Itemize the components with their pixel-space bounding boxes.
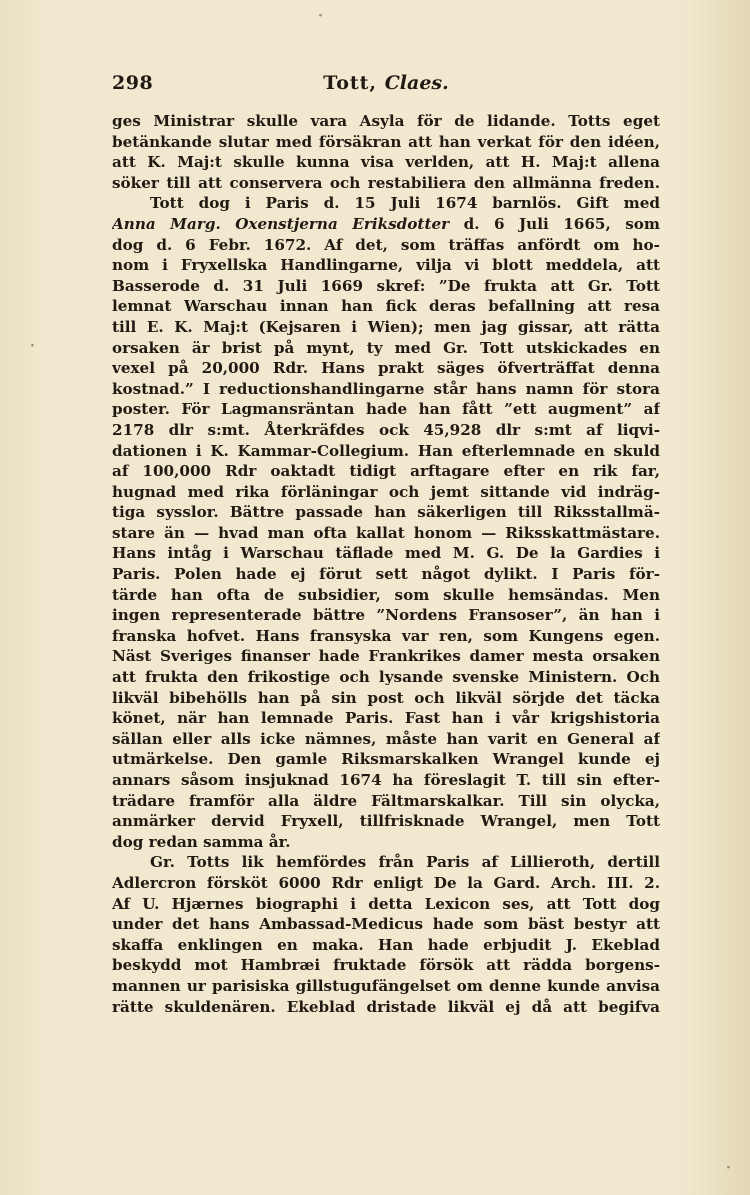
italic-name: Anna Marg. Oxenstjerna Eriksdotter — [112, 214, 450, 233]
text-line: Basserode d. 31 Juli 1669 skref: ”De frukta att Gr. Tott — [112, 276, 660, 295]
text-line: rätte skuldenären. Ekeblad dristade likväl ej då att begifva — [112, 997, 660, 1016]
text-line: poster. För Lagmansräntan hade han fått ”ett augment” af — [112, 400, 660, 419]
text-line: Hans intåg i Warschau täflade med M. G. De la Gardies i — [112, 544, 660, 563]
text-line: likväl bibehölls han på sin post och likväl sörjde det täcka — [112, 688, 660, 707]
text-line: dationen i K. Kammar-Collegium. Han efterlemnade en skuld — [112, 441, 660, 460]
text-line: hugnad med rika förläningar och jemt sittande vid indräg- — [112, 482, 660, 501]
text-line: Tott dog i Paris d. 15 Juli 1674 barnlös. Gift med — [150, 194, 660, 213]
text-line: utmärkelse. Den gamle Riksmarskalken Wrangel kunde ej — [112, 750, 660, 769]
text-line: af 100,000 Rdr oaktadt tidigt arftagare efter en rik far, — [112, 462, 660, 481]
margin-dot: · — [30, 338, 35, 354]
page-smudge: · — [318, 8, 323, 24]
page-number: 298 — [112, 72, 154, 94]
text-line: tiga sysslor. Bättre passade han säkerligen till Riksstallmä- — [112, 503, 660, 522]
text-line: tärde han ofta de subsidier, som skulle hemsändas. Men — [112, 585, 660, 604]
text-line: till E. K. Maj:t (Kejsaren i Wien); men jag gissar, att rätta — [112, 317, 660, 336]
text-line: skaffa enklingen en maka. Han hade erbjudit J. Ekeblad — [112, 935, 660, 954]
text-line: under det hans Ambassad-Medicus hade som bäst bestyr att — [112, 915, 660, 934]
text-line: kostnad.” I reductionshandlingarne står hans namn för stora — [112, 379, 660, 398]
text-line: Af U. Hjærnes biographi i detta Lexicon ses, att Tott dog — [112, 894, 660, 913]
text-line: könet, när han lemnade Paris. Fast han i vår krigshistoria — [112, 709, 660, 728]
page-header — [112, 72, 660, 98]
text-line: stare än — hvad man ofta kallat honom — Riksskattmästare. — [112, 523, 660, 542]
text-line: Gr. Totts lik hemfördes från Paris af Lillieroth, dertill — [150, 853, 660, 872]
text-line: lemnat Warschau innan han fick deras befallning att resa — [112, 297, 660, 316]
text-line: dog redan samma år. — [112, 832, 291, 851]
text-line: beskydd mot Hambræi fruktade försök att rädda borgens- — [112, 956, 660, 975]
body-text — [112, 111, 660, 1017]
text-line: 2178 dlr s:mt. Återkräfdes ock 45,928 dlr s:mt af liqvi- — [112, 420, 660, 439]
text-line: trädare framför alla äldre Fältmarskalkar. Till sin olycka, — [112, 791, 660, 810]
running-head-given-name: Claes. — [384, 72, 449, 94]
text-line: ges Ministrar skulle vara Asyla för de lidande. Totts eget — [112, 112, 660, 130]
text-line: franska hofvet. Hans fransyska var ren, som Kungens egen. — [112, 626, 660, 645]
text-line — [112, 214, 660, 235]
running-head-name: Tott, — [323, 72, 378, 94]
text-line: mannen ur parisiska gillstugufängelset om denne kunde anvisa — [112, 976, 660, 995]
text-line: anmärker dervid Fryxell, tillfrisknade Wrangel, men Tott — [112, 812, 660, 831]
text-line: annars såsom insjuknad 1674 ha föreslagit T. till sin efter- — [112, 771, 660, 789]
text-segment: d. 6 Juli 1665, som — [449, 214, 660, 233]
text-line: söker till att conservera och restabiliera den allmänna freden. — [112, 173, 660, 192]
text-line: sällan eller alls icke nämnes, måste han varit en General af — [112, 729, 660, 748]
text-line: Näst Sveriges finanser hade Frankrikes damer mesta orsaken — [112, 647, 660, 666]
text-line: ingen representerade bättre ”Nordens Fransoser”, än han i — [112, 606, 660, 625]
text-line: betänkande slutar med försäkran att han verkat för den idéen, — [112, 132, 660, 151]
text-line: att K. Maj:t skulle kunna visa verlden, att H. Maj:t allena — [112, 153, 660, 172]
text-line: orsaken är brist på mynt, ty med Gr. Tott utskickades en — [112, 338, 660, 357]
text-line: Adlercron försköt 6000 Rdr enligt De la Gard. Arch. III. 2. — [112, 873, 660, 892]
running-head — [112, 72, 660, 94]
text-line: vexel på 20,000 Rdr. Hans prakt säges öfverträffat denna — [112, 359, 660, 378]
text-line: Paris. Polen hade ej förut sett något dylikt. I Paris för- — [112, 565, 660, 584]
page-edge-mark: · — [726, 1160, 731, 1176]
text-line: att frukta den frikostige och lysande svenske Ministern. Och — [112, 668, 660, 687]
text-line: dog d. 6 Febr. 1672. Af det, som träffas anfördt om ho- — [112, 235, 660, 254]
text-line: nom i Fryxellska Handlingarne, vilja vi blott meddela, att — [112, 256, 660, 275]
